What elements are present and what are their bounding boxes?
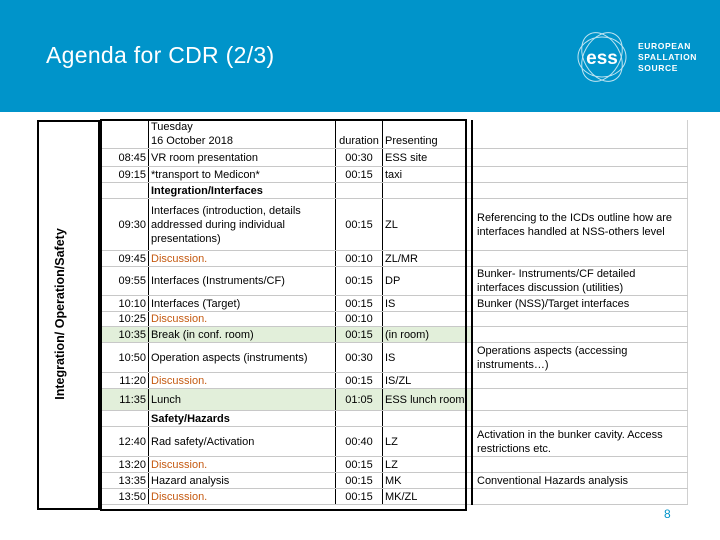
- topic-cell: *transport to Medicon*: [149, 167, 336, 183]
- duration-cell: 00:15: [336, 267, 383, 296]
- topic-cell: Interfaces (Target): [149, 296, 336, 312]
- duration-cell: [336, 411, 383, 427]
- note-cell: [472, 389, 688, 411]
- time-cell: 13:50: [102, 489, 149, 505]
- table-row: [102, 312, 688, 327]
- time-cell: 09:55: [102, 267, 149, 296]
- table-row: [102, 296, 688, 312]
- note-cell: [472, 457, 688, 473]
- time-cell: 11:35: [102, 389, 149, 411]
- time-cell: 10:50: [102, 343, 149, 373]
- presenting-cell: [383, 312, 473, 327]
- logo-line-1: EUROPEAN: [638, 41, 691, 51]
- agenda-table: [101, 120, 688, 505]
- presenting-cell: IS: [383, 296, 473, 312]
- time-cell: 10:25: [102, 312, 149, 327]
- time-cell: 12:40: [102, 427, 149, 457]
- topic-cell: Discussion.: [149, 373, 336, 389]
- note-cell: [472, 251, 688, 267]
- presenting-cell: LZ: [383, 427, 473, 457]
- duration-cell: 00:30: [336, 343, 383, 373]
- presenting-cell: MK: [383, 473, 473, 489]
- time-cell: 13:35: [102, 473, 149, 489]
- topic-cell: Discussion.: [149, 489, 336, 505]
- logo-line-3: SOURCE: [638, 63, 678, 73]
- topic-cell: Hazard analysis: [149, 473, 336, 489]
- time-cell: 13:20: [102, 457, 149, 473]
- presenting-cell: ZL/MR: [383, 251, 473, 267]
- presenting-cell: taxi: [383, 167, 473, 183]
- note-cell: [472, 312, 688, 327]
- topic-cell: Operation aspects (instruments): [149, 343, 336, 373]
- table-row: [102, 343, 688, 373]
- logo-line-2: SPALLATION: [638, 52, 698, 62]
- presenting-cell: [383, 411, 473, 427]
- topic-cell: Safety/Hazards: [149, 411, 336, 427]
- presenting-cell: DP: [383, 267, 473, 296]
- header-day: [149, 120, 336, 149]
- duration-cell: 00:40: [336, 427, 383, 457]
- table-row: [102, 389, 688, 411]
- time-cell: [102, 411, 149, 427]
- presenting-cell: IS/ZL: [383, 373, 473, 389]
- presenting-cell: (in room): [383, 327, 473, 343]
- note-cell: [472, 167, 688, 183]
- table-row: [102, 267, 688, 296]
- duration-cell: 00:15: [336, 296, 383, 312]
- time-cell: [102, 183, 149, 199]
- topic-cell: Lunch: [149, 389, 336, 411]
- topic-cell: Discussion.: [149, 312, 336, 327]
- note-cell: Conventional Hazards analysis: [472, 473, 688, 489]
- header-date-text: 16 October 2018: [151, 135, 233, 147]
- topic-cell: VR room presentation: [149, 149, 336, 167]
- presenting-cell: ESS lunch room: [383, 389, 473, 411]
- presenting-cell: MK/ZL: [383, 489, 473, 505]
- duration-cell: 00:15: [336, 373, 383, 389]
- note-cell: [472, 183, 688, 199]
- time-cell: 10:10: [102, 296, 149, 312]
- topic-cell: Interfaces (introduction, details addressed during individual presentations): [149, 199, 336, 251]
- header-row: [102, 120, 688, 149]
- note-cell: [472, 411, 688, 427]
- presenting-cell: ZL: [383, 199, 473, 251]
- duration-cell: 00:15: [336, 473, 383, 489]
- duration-cell: 00:15: [336, 199, 383, 251]
- time-cell: 09:45: [102, 251, 149, 267]
- table-row: [102, 327, 688, 343]
- note-cell: Activation in the bunker cavity. Access restrictions etc.: [472, 427, 688, 457]
- duration-cell: [336, 183, 383, 199]
- ess-logo-icon: [574, 28, 634, 86]
- note-cell: [472, 489, 688, 505]
- duration-cell: 00:15: [336, 167, 383, 183]
- topic-cell: Interfaces (Instruments/CF): [149, 267, 336, 296]
- table-row: [102, 373, 688, 389]
- slide-title: Agenda for CDR (2/3): [46, 42, 275, 68]
- time-cell: 09:15: [102, 167, 149, 183]
- table-row: [102, 457, 688, 473]
- ess-logo: [574, 28, 698, 86]
- note-cell: [472, 149, 688, 167]
- duration-cell: 00:15: [336, 489, 383, 505]
- table-row: [102, 427, 688, 457]
- note-cell: [472, 327, 688, 343]
- side-label: [30, 214, 90, 414]
- table-row: [102, 489, 688, 505]
- time-cell: 08:45: [102, 149, 149, 167]
- topic-cell: Integration/Interfaces: [149, 183, 336, 199]
- note-cell: Bunker (NSS)/Target interfaces: [472, 296, 688, 312]
- note-cell: Operations aspects (accessing instruments…): [472, 343, 688, 373]
- header-presenting: Presenting: [383, 120, 473, 149]
- table-row: [102, 183, 688, 199]
- duration-cell: 01:05: [336, 389, 383, 411]
- header-day-text: Tuesday: [151, 121, 193, 133]
- logo-mark: ess: [586, 48, 618, 69]
- table-row: [102, 149, 688, 167]
- duration-cell: 00:10: [336, 251, 383, 267]
- table-row: [102, 199, 688, 251]
- presenting-cell: IS: [383, 343, 473, 373]
- page-number: 8: [664, 507, 671, 521]
- time-cell: 10:35: [102, 327, 149, 343]
- duration-cell: 00:10: [336, 312, 383, 327]
- duration-cell: 00:15: [336, 327, 383, 343]
- topic-cell: Discussion.: [149, 251, 336, 267]
- side-label-text: Integration/ Operation/Safety: [53, 228, 67, 400]
- presenting-cell: ESS site: [383, 149, 473, 167]
- table-row: [102, 167, 688, 183]
- table-row: [102, 251, 688, 267]
- logo-text: [638, 41, 697, 74]
- topic-cell: Break (in conf. room): [149, 327, 336, 343]
- duration-cell: 00:15: [336, 457, 383, 473]
- topic-cell: Discussion.: [149, 457, 336, 473]
- duration-cell: 00:30: [336, 149, 383, 167]
- presenting-cell: LZ: [383, 457, 473, 473]
- note-cell: [472, 373, 688, 389]
- topic-cell: Rad safety/Activation: [149, 427, 336, 457]
- presenting-cell: [383, 183, 473, 199]
- header-bar: [0, 0, 720, 112]
- note-cell: Referencing to the ICDs outline how are interfaces handled at NSS-others level: [472, 199, 688, 251]
- table-row: [102, 411, 688, 427]
- time-cell: 11:20: [102, 373, 149, 389]
- header-duration: duration: [336, 120, 383, 149]
- table-row: [102, 473, 688, 489]
- time-cell: 09:30: [102, 199, 149, 251]
- note-cell: Bunker- Instruments/CF detailed interfaces discussion (utilities): [472, 267, 688, 296]
